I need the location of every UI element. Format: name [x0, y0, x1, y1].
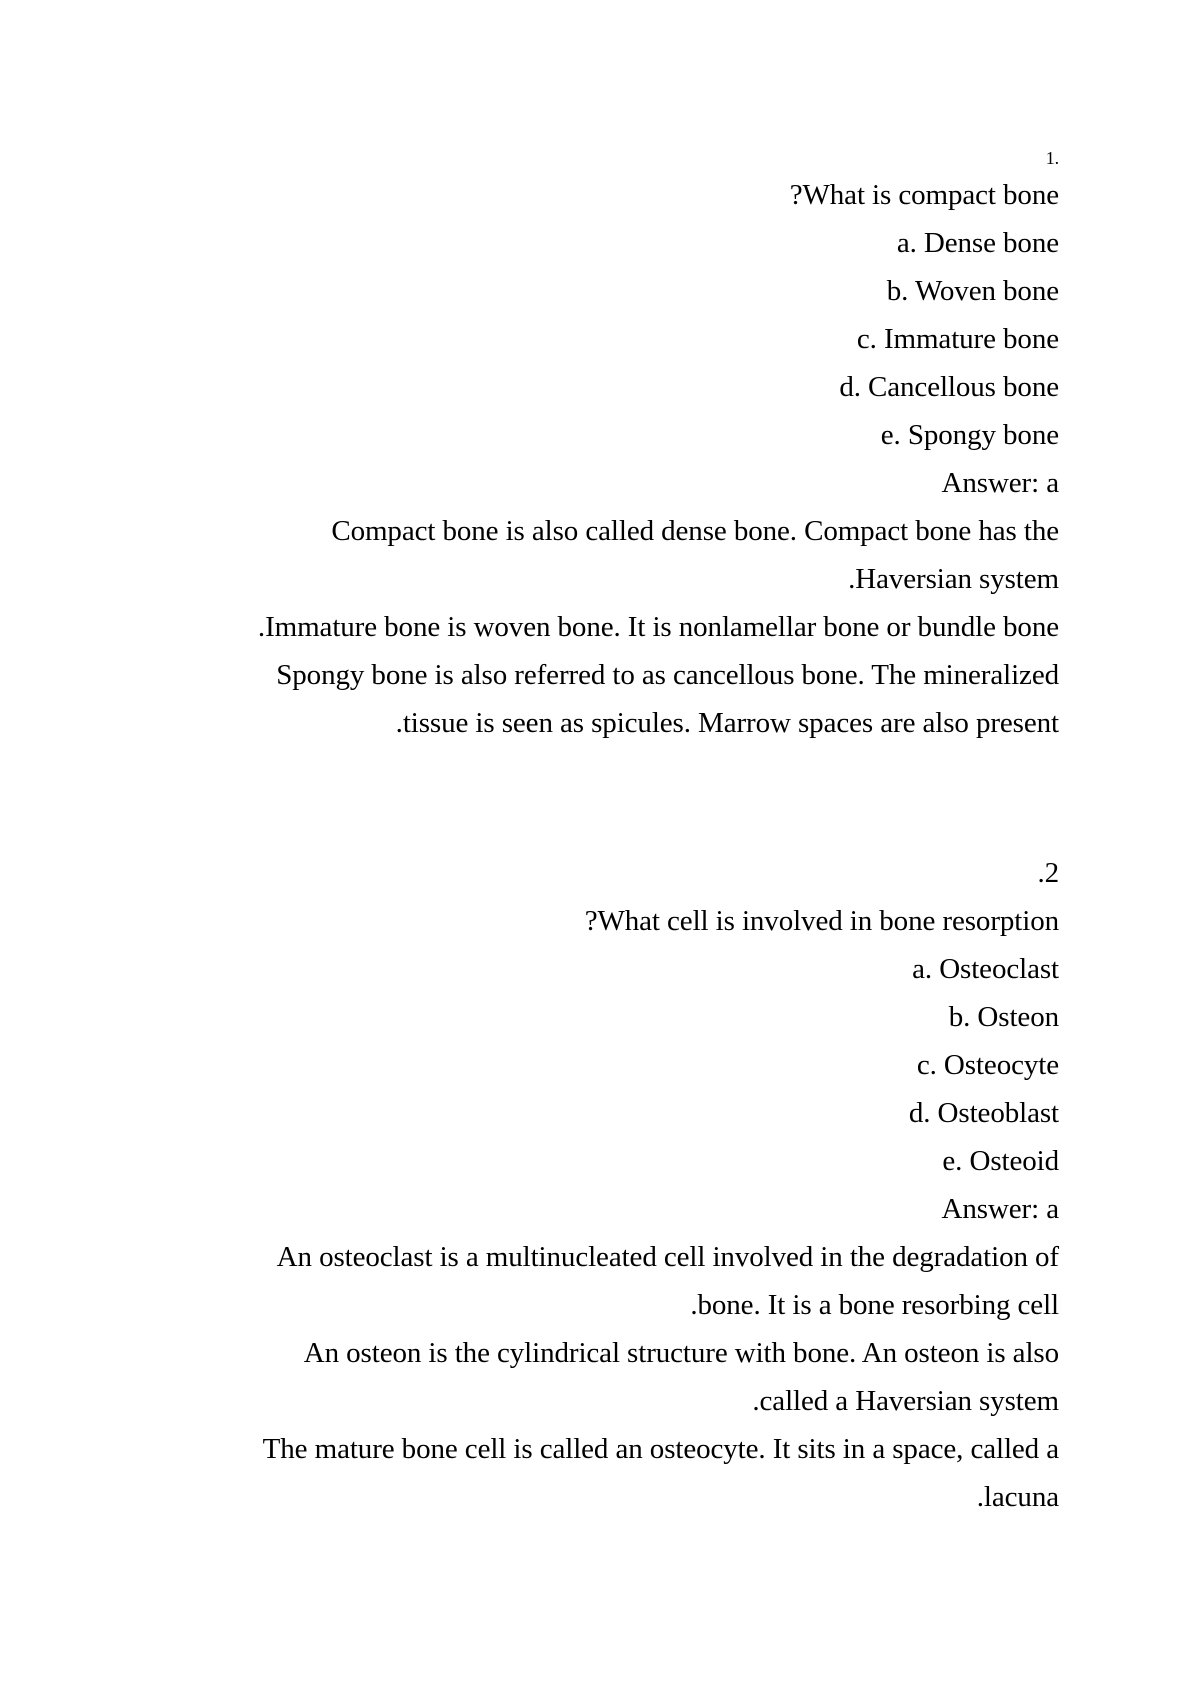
question-2-explanation-line: .called a Haversian system — [752, 1385, 1059, 1417]
question-2-explanation-line: The mature bone cell is called an osteocyte. It sits in a space, called a — [262, 1433, 1059, 1465]
question-2-option-b: b. Osteon — [948, 1001, 1059, 1033]
question-2-option-d: d. Osteoblast — [908, 1097, 1059, 1129]
question-1-option-b: b. Woven bone — [886, 275, 1059, 307]
question-1-option-a: a. Dense bone — [896, 227, 1059, 259]
question-1-explanation-line: Compact bone is also called dense bone. Compact bone has the — [331, 515, 1059, 547]
question-2-option-c: c. Osteocyte — [916, 1049, 1059, 1081]
question-1-explanation-line: .tissue is seen as spicules. Marrow spaces are also present — [395, 707, 1059, 739]
question-1-option-c: c. Immature bone — [856, 323, 1059, 355]
question-2-option-a: a. Osteoclast — [912, 953, 1059, 985]
question-2-explanation-line: An osteoclast is a multinucleated cell involved in the degradation of — [276, 1241, 1059, 1273]
question-2-answer: Answer: a — [941, 1193, 1059, 1225]
question-2-explanation-line: .lacuna — [976, 1481, 1059, 1513]
question-1-text: ?What is compact bone — [789, 179, 1059, 211]
page-number: 1. — [1045, 148, 1059, 168]
question-2-explanation-line: An osteon is the cylindrical structure with bone. An osteon is also — [303, 1337, 1059, 1369]
question-1-explanation-line: .Immature bone is woven bone. It is nonlamellar bone or bundle bone — [257, 611, 1059, 643]
question-2-number: .2 — [1037, 857, 1059, 889]
question-1-option-e: e. Spongy bone — [880, 419, 1059, 451]
question-1-explanation-line: .Haversian system — [848, 563, 1059, 595]
question-1-answer: Answer: a — [941, 467, 1059, 499]
question-2-explanation-line: .bone. It is a bone resorbing cell — [690, 1289, 1059, 1321]
question-1-option-d: d. Cancellous bone — [839, 371, 1059, 403]
question-1-explanation-line: Spongy bone is also referred to as cancellous bone. The mineralized — [276, 659, 1059, 691]
question-2-text: ?What cell is involved in bone resorption — [584, 905, 1059, 937]
question-2-option-e: e. Osteoid — [942, 1145, 1059, 1177]
